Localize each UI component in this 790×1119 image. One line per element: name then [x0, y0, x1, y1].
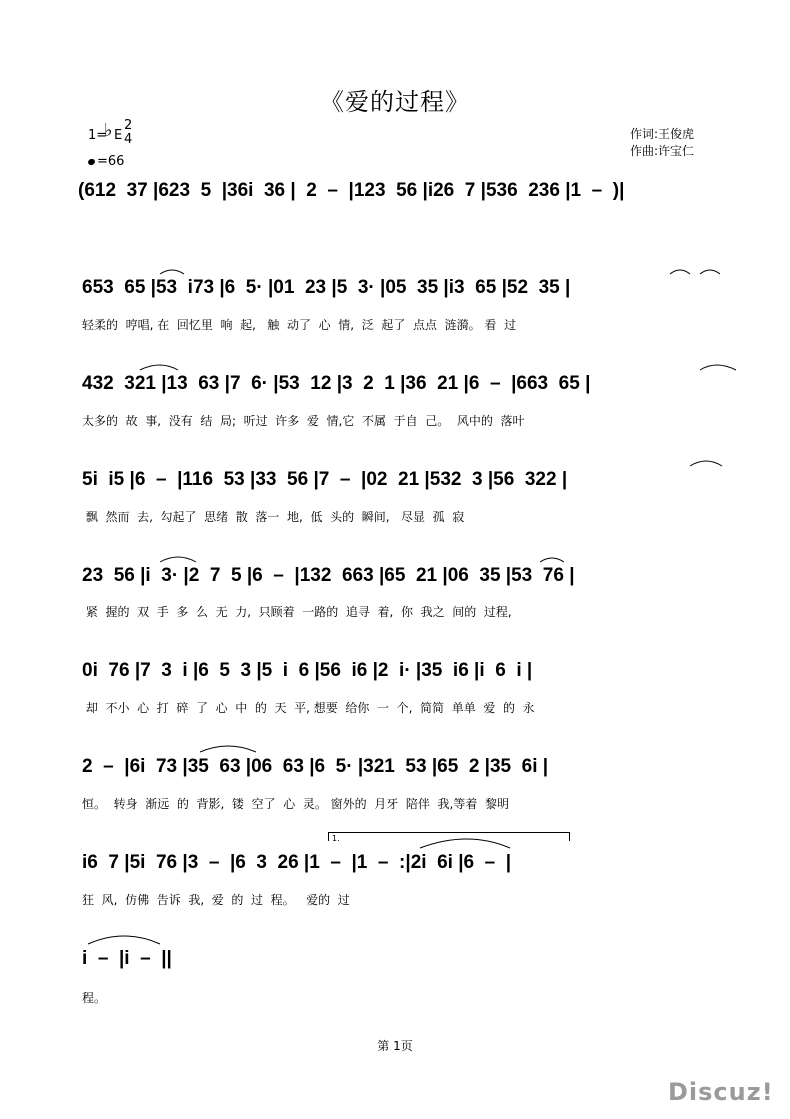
- volta-bracket: [328, 832, 570, 841]
- lyrics-line-8: 狂 风, 仿佛 告诉 我, 爱 的 过 程。 爱的 过: [82, 893, 350, 907]
- slur: [690, 461, 722, 466]
- key-note: E: [114, 128, 123, 143]
- notes-line-1: (612 37 |623 5 |36i 36 | 2 – |123 56 |i26 7 |536 236 |1 – )|: [78, 180, 625, 201]
- slur: [160, 270, 184, 274]
- volta-label: 1.: [332, 834, 340, 843]
- notes-line-6: 0i 76 |7 3 i |6 5 3 |5 i 6 |56 i6 |2 i· |35 i6 |i 6 i |: [82, 660, 533, 681]
- forum-watermark: Discuz!: [668, 1078, 774, 1106]
- notes-line-8: i6 7 |5i 76 |3 – |6 3 26 |1 – |1 – :|2i 6i |6 – |: [82, 852, 512, 873]
- lyrics-line-2: 轻柔的 哼唱, 在 回忆里 响 起, 触 动了 心 情, 泛 起了 点点 涟漪。 看 过: [82, 318, 517, 332]
- notes-line-7: 2 – |6i 73 |35 63 |06 63 |6 5· |321 53 |65 2 |35 6i |: [82, 756, 549, 777]
- slur: [700, 365, 736, 370]
- flat-sign: ♭: [104, 120, 113, 141]
- slur: [140, 365, 178, 370]
- time-signature: [124, 119, 132, 147]
- lyrics-line-5: 紧 握的 双 手 多 么 无 力, 只顾着 一路的 追寻 着, 你 我之 间的 过程,: [82, 605, 512, 619]
- quarter-note-icon: [87, 158, 96, 166]
- song-title: 《爱的过程》: [320, 88, 470, 116]
- slur: [540, 558, 564, 562]
- slur: [160, 557, 196, 562]
- notes-line-2: 653 65 |53 i73 |6 5· |01 23 |5 3· |05 35 |i3 65 |52 35 |: [82, 277, 571, 298]
- lyricist: 作词:王俊虎: [630, 127, 695, 141]
- page-number: 第 1页: [377, 1039, 413, 1053]
- slur: [88, 936, 160, 944]
- time-bottom: 4: [124, 132, 133, 147]
- lyrics-line-7: 恒。 转身 渐远 的 背影, 镂 空了 心 灵。 窗外的 月牙 陪伴 我,等着 黎明: [82, 797, 509, 811]
- lyrics-line-9: 程。: [82, 991, 107, 1005]
- credits: [630, 126, 694, 160]
- slur: [670, 270, 690, 274]
- notes-line-9: i – |i – ||: [82, 948, 172, 969]
- notes-line-3: 432 321 |13 63 |7 6· |53 12 |3 2 1 |36 21 |6 – |663 65 |: [82, 373, 591, 394]
- time-top: 2: [124, 118, 133, 133]
- slur: [200, 746, 256, 752]
- tempo-marking: [88, 154, 124, 169]
- key-prefix: 1=: [88, 128, 108, 143]
- notes-line-4: 5i i5 |6 – |116 53 |33 56 |7 – |02 21 |532 3 |56 322 |: [82, 469, 568, 490]
- composer: 作曲:许宝仁: [630, 144, 695, 158]
- key-signature: [88, 118, 133, 147]
- lyrics-line-3: 太多的 故 事, 没有 结 局; 听过 许多 爱 情,它 不属 于自 己。 风中的 落叶: [82, 414, 525, 428]
- slur: [700, 270, 720, 274]
- notes-line-5: 23 56 |i 3· |2 7 5 |6 – |132 663 |65 21 |06 35 |53 76 |: [82, 565, 575, 586]
- tempo-value: =66: [97, 154, 125, 169]
- lyrics-line-4: 飘 然而 去, 勾起了 思绪 散 落一 地, 低 头的 瞬间, 尽显 孤 寂: [82, 510, 465, 524]
- lyrics-line-6: 却 不小 心 打 碎 了 心 中 的 天 平, 想要 给你 一 个, 简简 单单 爱 的 永: [82, 701, 535, 715]
